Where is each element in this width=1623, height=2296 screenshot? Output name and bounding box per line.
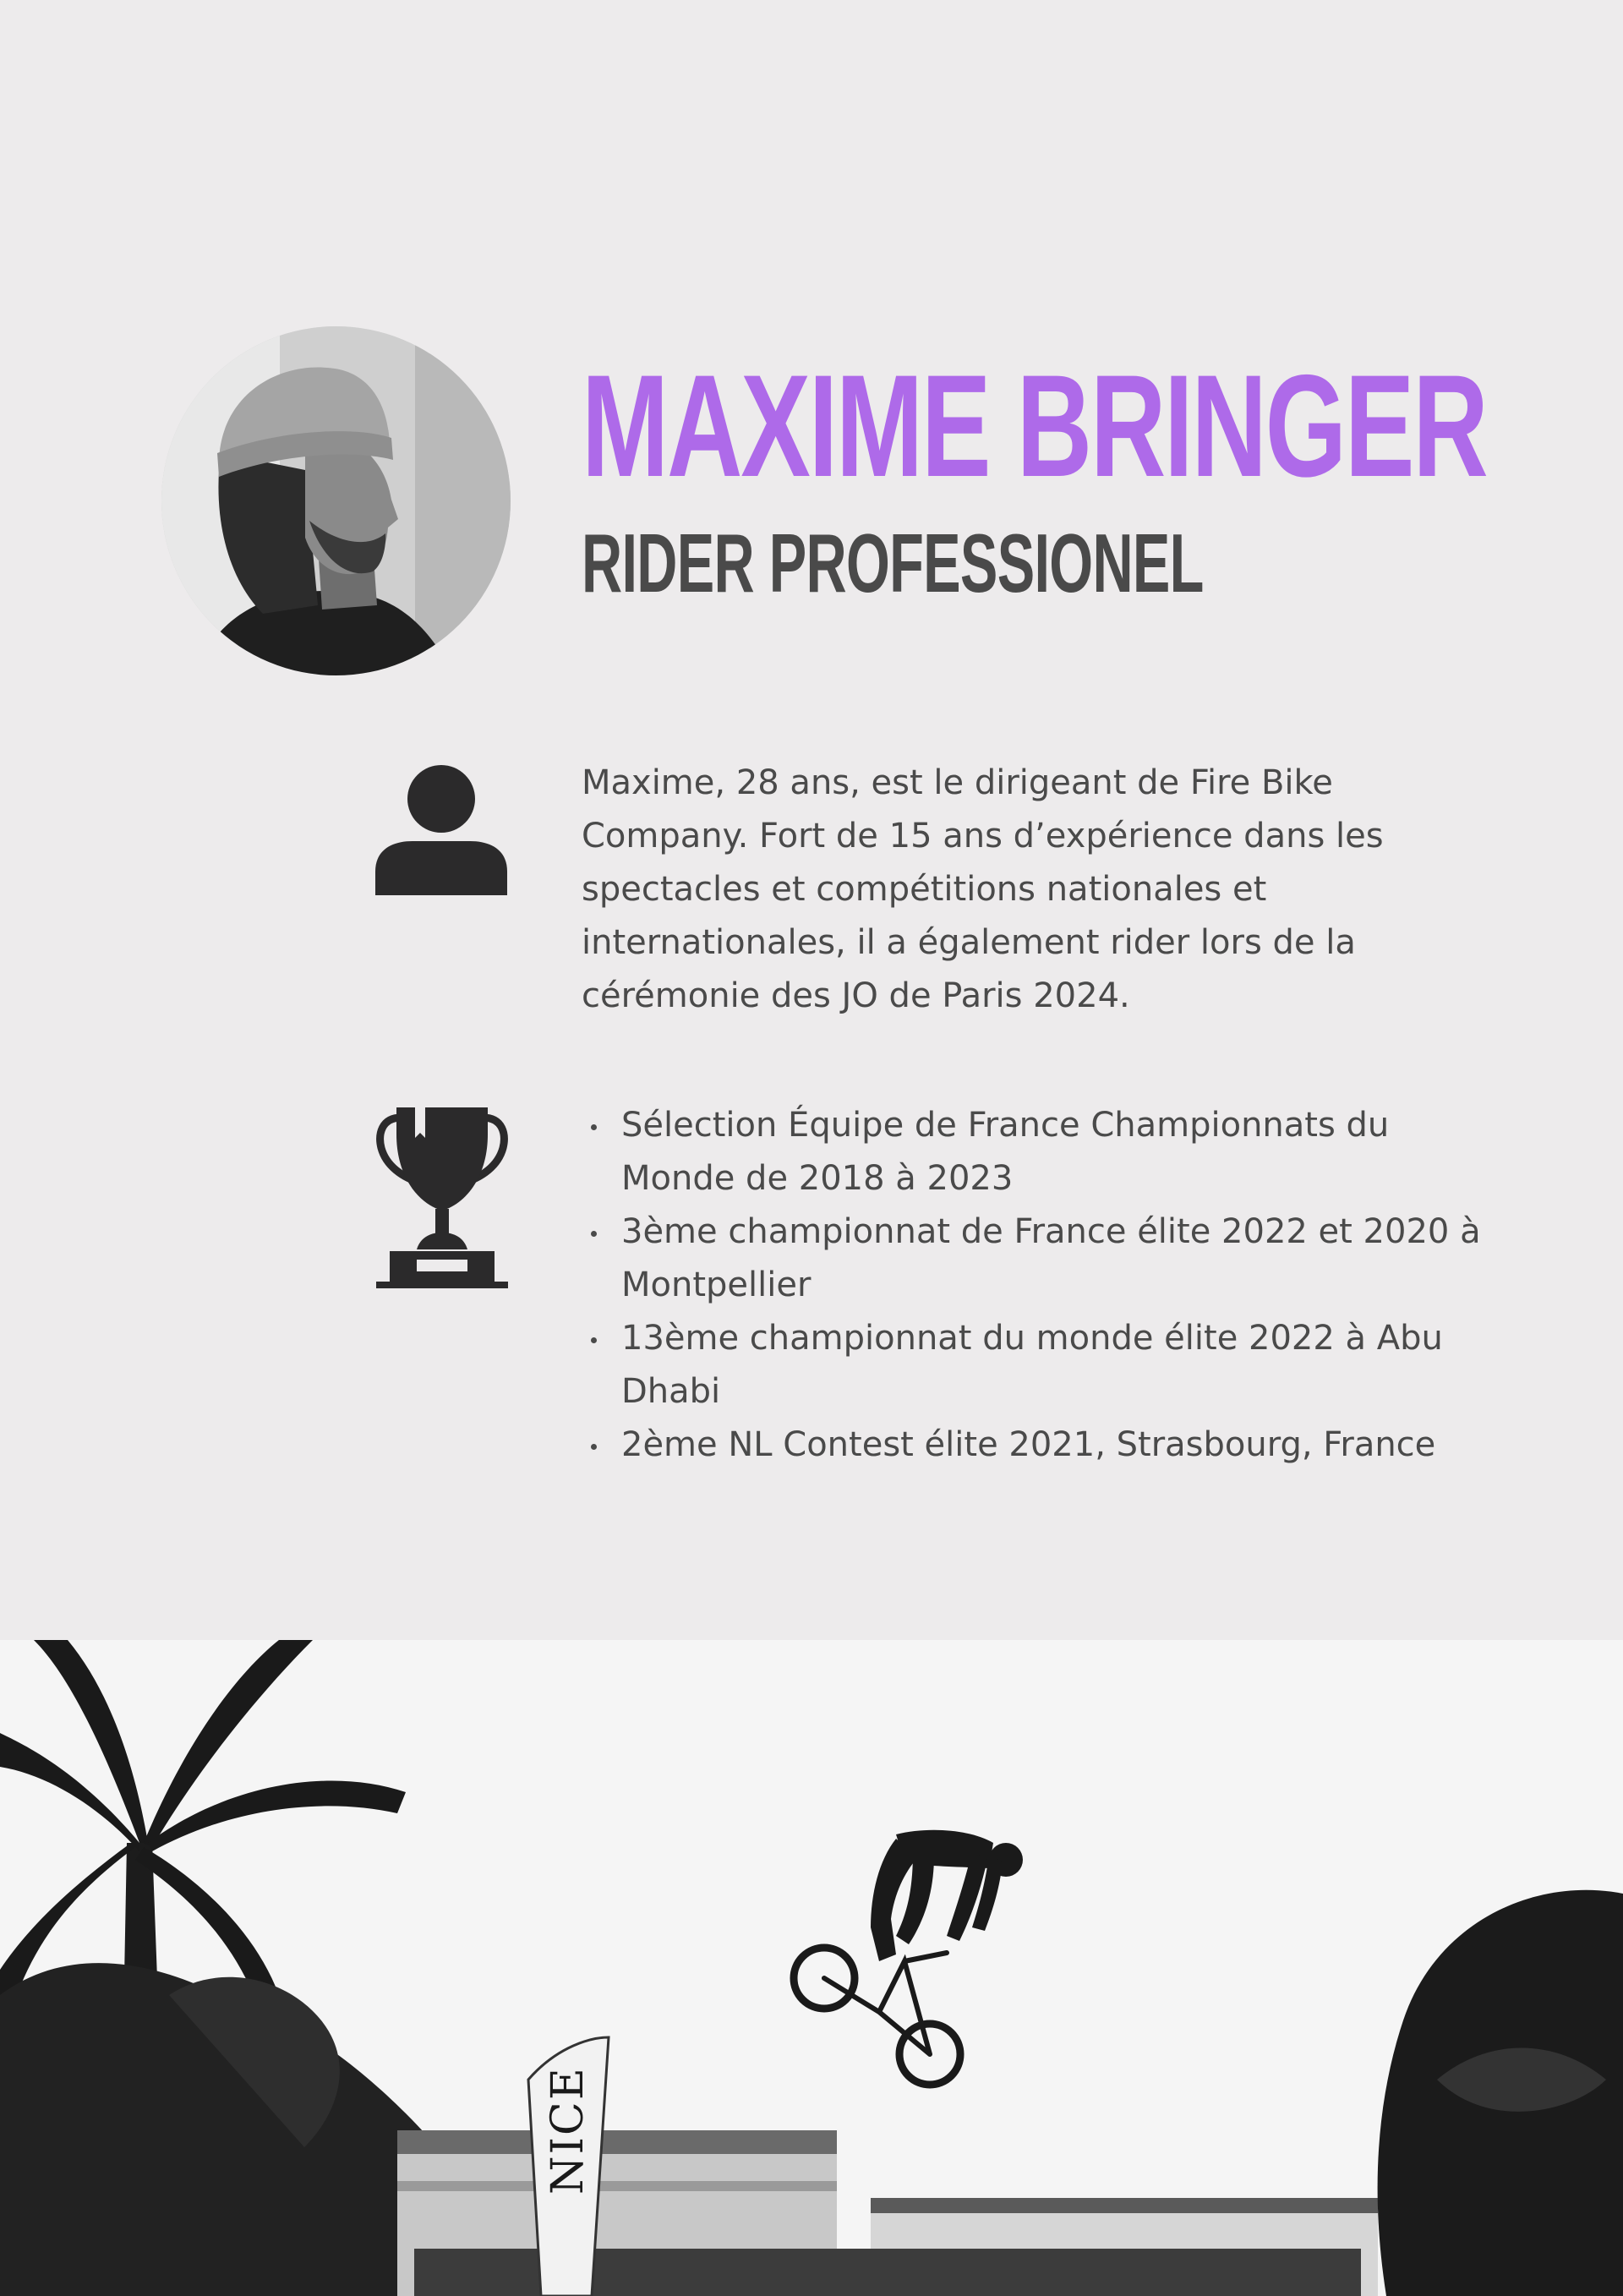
award-item: 2ème NL Contest élite 2021, Strasbourg, France [582,1419,1495,1472]
award-item: 3ème championnat de France élite 2022 et 2020 à Montpellier [582,1205,1495,1312]
bio-text: Maxime, 28 ans, est le dirigeant de Fire Bike Company. Fort de 15 ans d’expérience dans les spectacles et compétitions nationales et internationales, il a également rider lors de la cérémonie des JO de Paris 2024. [582,763,1384,1015]
awards-list [582,1099,1495,1472]
profile-name: MAXIME BRINGER [582,345,1487,507]
award-item: 13ème championnat du monde élite 2022 à Abu Dhabi [582,1312,1495,1419]
person-icon [375,763,507,895]
profile-avatar [161,326,511,675]
banner-text: NICE [543,2066,593,2195]
bmx-photo [0,1640,1623,2296]
award-item: Sélection Équipe de France Championnats du Monde de 2018 à 2023 [582,1099,1495,1205]
profile-title: RIDER PROFESSIONEL [582,517,1204,610]
trophy-icon [376,1104,508,1288]
